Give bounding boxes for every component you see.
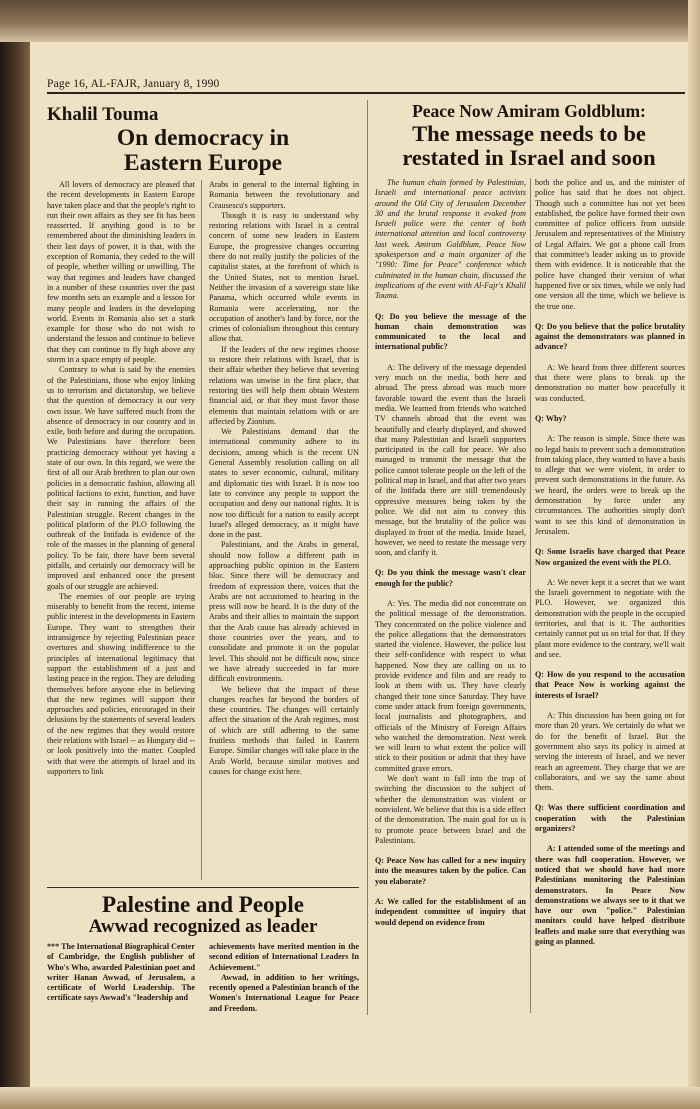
bottom-column-1: [47, 942, 195, 1012]
bottom-article-rule: [47, 887, 359, 888]
paragraph: Awwad, in addition to her writings, recently opened a Palestinian branch of the Women's International League for Peace and Freedom.: [209, 972, 359, 1012]
question: Q: Do you believe that the police brutality against the demonstrators was planned in advance?: [535, 321, 685, 352]
paragraph: Palestinians, and the Arabs in general, should now follow a different path in approaching public opinion in the Eastern bloc. Since there will be democracy and freedom of expression there, voices that the Arabs are not accustomed to hearing in the press will now be heard. It is the duty of the Arabs and their allies to maintain the support that the Arab cause has already achieved in those countries over the years, and to consolidate and promote it on the popular level. This should not be difficult now, since we have already succeeded in far more difficult environments.: [209, 540, 359, 684]
paragraph: Arabs in general to the internal fighting in Romania between the revolutionary and Ceausescu's supporters.: [209, 180, 359, 210]
paragraph: If the leaders of the new regimes choose to restore their relations with Israel, that is their affair whether they believe that severing relations was unwise in the first place, that restoring ties will help them obtain Western financial aid, or that they must favor those elements that maintain relations with or are affected by Zionism.: [209, 344, 359, 426]
left-headline: [47, 126, 359, 175]
right-headline-line3: restated in Israel and soon: [402, 145, 656, 170]
paragraph: All lovers of democracy are pleased that the recent developments in Eastern Europe have taken place and that the people's right to run their own affairs as they see fit has been reasserted. If anything good is to be remembered about the diminishing leaders in their last days of power, it is that, with the exception of Romania, they ceded to the will of people, whether willing or unwilling. The way that regimes and leaders have changed in a number of these countries over the past few months sets an example and a lesson for many people and leaders in the developing world. Events in Romania also set a stark example for those who do not wish to understand the lesson and continue to believe that they can continue to fly high above any storm in a space empty of people.: [47, 180, 195, 365]
right-headline-line2: The message needs to be: [412, 121, 646, 147]
paragraph: Though it is easy to understand why restoring relations with Israel is a central concern of some new leaders in Eastern Europe, the progressive changes occurring there do not really justify the policies of the capitalist states, at the forefront of which is the United States, not to mention Israel. Neither the invasion of a sovereign state like Panama, which occurred while events in Romania were accelerating, nor the occupation of another's land by force, nor the crimes of colonialism throughout this century allow that.: [209, 210, 359, 344]
right-headline: [373, 102, 685, 170]
right-headline-line1: Peace Now Amiram Goldblum:: [412, 101, 646, 121]
bottom-headline-line2: Awwad recognized as leader: [88, 916, 318, 938]
bottom-column-2: [209, 942, 359, 1012]
page-top-edge: [0, 0, 700, 42]
question: Q: Do you think the message wasn't clear enough for the public?: [375, 568, 526, 588]
paragraph: The enemies of our people are trying miserably to benefit from the recent, intense public interest in the developments in Eastern Europe. They want to strengthen their intransigence by rejecting Palestinian peace overtures and showing indifference to the principles of international legitimacy that support the establishment of a just and lasting peace in the region. They are deluding themselves before anyone else in believing that the new regimes will support their approaches and policies, encouraged in their delusions by the statements of several leaders of the new regimes that they would restore their relations with Israel -- as Hungary did -- or look positively into the matter. Coupled with that were the attempts of Israel and its supporters to link: [47, 591, 195, 776]
answer: We don't want to fall into the trap of switching the discussion to the subject of whether the demonstration was violent or nonviolent. We believe that this is a side effect of the demonstration. The main goal for us is to promote peace between Israel and the Palestinians.: [375, 774, 526, 845]
left-column-1: [47, 180, 195, 880]
bottom-headline: [47, 893, 359, 937]
answer: A: I attended some of the meetings and there was full cooperation. However, we noticed that we should have had more Palestinians monitoring the Palestinian demonstrators. In Peace Now demonstrations we always see to it that we have our own "police." Palestinian monitors could have helped distribute leaflets and make sure that everything was going as planned.: [535, 844, 685, 946]
paragraph: Contrary to what is said by the enemies of the Palestinians, those who enjoy linking us to terrorism and dictatorship, we believe that the question of democracy is our very own issue. We have suffered much from the absence of democracy in our country and in exile, both before and during the occupation. We Palestinians have therefore been practicing democracy without yet having a state of our own. In this regard, we were the first of all our Arab brethren to plan our own policies in a democratic fashion, allowing all political factions to exist, function, and have their say in running the affairs of the Palestinian struggle. Recent changes in the political platform of the PLO following the outbreak of the Intifada is evidence of the role of the masses in the planning of general policy. To be fair, there have been several pitfalls, and certainly our democracy will be improved and enhanced once the present goals of our struggle are achieved.: [47, 365, 195, 591]
left-headline-line1: On democracy in: [116, 125, 290, 151]
paragraph: achievements have merited mention in the second edition of International Leaders In Achievement.": [209, 942, 359, 972]
answer: both the police and us, and the minister of police has said that he does not object. Though such a committee has not yet been established, the police have formed their own committee of police officers from outside Jerusalem and representatives of the Ministry of Legal Affairs. We got a phone call from that committee's leader asking us to provide them with evidence. It is noticeable that the police have changed their version of what happened five or six times, while we only had one version all the time, which we believe is the true one.: [535, 178, 685, 311]
paragraph: *** The International Biographical Center of Cambridge, the English publisher of Who's Who, awarded Palestinian poet and writer Hanan Awwad, of Jerusalem, a certificate of World Leadership. The certificate says Awwad's "leadership and: [47, 942, 195, 1003]
question: Q: Peace Now has called for a new inquiry into the measures taken by the police. Can you elaborate?: [375, 856, 526, 886]
paragraph: We believe that the impact of these changes reaches far beyond the borders of these countries. The changes will certainly affect the situation of the Arab regimes, most of which are still adhering to the same fruitless methods that failed in Eastern Europe. Similar changes will take place in the Arab World, because similar motives and causes for change exist here.: [209, 684, 359, 776]
answer: A: We called for the establishment of an independent committee of inquiry that would depend on evidence from: [375, 897, 526, 927]
answer: A: This discussion has been going on for more than 20 years. We certainly do what we do for the benefit of Israel. But the government also says its policy is aimed at serving the interests of Israel, and we never reach an agreement. They charge that we are collaborators, and we say the same about them.: [535, 711, 685, 793]
answer: A: Yes. The media did not concentrate on the political message of the demonstration. They concentrated on the police violence and the police allegations that the demonstrators started the violence. However, the police lost their self-confidence with respect to what happened. Now they are calling on us to provide evidence and film and are ready to look at them with us. They have clearly changed their tone since Saturday. They have come under attack from foreign governments, local journalists and photographers, and officials of the Ministry of Foreign Affairs who watched the demonstration. Next week we will learn to what extent the police will stick to their position or admit that they have committed grave errors.: [375, 598, 526, 773]
page-right-edge: [688, 0, 700, 1109]
answer: A: The delivery of the message depended very much on the media, both here and abroad. The press abroad was much more favorable toward the event than the Israeli media. We learned from friends who watched TV channels abroad that the event was beautifully and clearly displayed, and showed that many Palestinian and Israeli supporters participated in the call for peace. We also managed to transmit the message that the police cannot tolerate people on the left of the political map in Israel, and that after two years of the Intifada there are still tremendously oppressive measures being taken by the police. We did not aim to convey this message, but the brutality of the police was displayed in front of the media. Inside Israel, however, we need to restate the message very soon, and clarify it.: [375, 362, 526, 558]
question: Q: How do you respond to the accusation that Peace Now is working against the interests of Israel?: [535, 670, 685, 700]
column-divider: [530, 178, 531, 1013]
left-column-2: [209, 180, 359, 880]
column-divider: [201, 180, 202, 880]
answer: A: The reason is simple. Since there was no legal basis to prevent such a demonstration from taking place, they wanted to have a basis to allege that we were violent, in order to prevent such demonstrations in the future. As we heard, the orders were to break up the demonstration by force under any circumstances. The authorities simply don't want to see this kind of demonstration in Jerusalem.: [535, 434, 685, 536]
question: Q: Was there sufficient coordination and cooperation with the Palestinian organizers?: [535, 803, 685, 834]
binding-spine: [0, 0, 30, 1109]
right-column-1: [375, 178, 526, 1013]
bottom-headline-line1: Palestine and People: [102, 892, 304, 917]
answer: A: We heard from three different sources that there were plans to break up the demonstration no matter how peacefully it was conducted.: [535, 362, 685, 403]
left-headline-line2: Eastern Europe: [123, 149, 283, 176]
section-divider: [367, 100, 368, 1015]
paragraph: We Palestinians demand that the international community adhere to its decisions, among which is the recent UN General Assembly resolution calling on all states to sever economic, cultural, military and diplomatic ties with Israel. It is now too late to convince any people to support the occupation and deny our national rights. It is now too difficult for a nation to easily accept Israel's alleged democracy, as it might have done in the past.: [209, 427, 359, 540]
page-folio: Page 16, AL-FAJR, January 8, 1990: [47, 78, 220, 90]
right-column-2: [535, 178, 685, 1013]
answer: A: We never kept it a secret that we want the Israeli government to negotiate with the PLO. However, we organized this demonstration with the people in the occupied territories, and that is it. The authorities certainly cannot put us on trial for that. If they plant more evidence to the contrary, we'll wait and see.: [535, 577, 685, 659]
question: Q: Why?: [535, 413, 567, 423]
question: Q: Some Israelis have charged that Peace Now organized the event with the PLO.: [535, 547, 685, 567]
left-byline: Khalil Touma: [47, 104, 159, 125]
question: Q: Do you believe the message of the human chain demonstration was communicated to the local and international public?: [375, 311, 526, 352]
header-rule: [47, 92, 685, 94]
page-bottom-edge: [0, 1087, 700, 1109]
intro-paragraph: The human chain formed by Palestinian, Israeli and international peace activists around the Old City of Jerusalem December 30 and the brutal response it evoked from Israeli police were the center of both international attention and local controversy last week. Amiram Goldblum, Peace Now spokesperson and a main organizer of the "1990: Time for Peace" conference which culminated in the human chain, discussed the implications of the event with Al-Fajr's Khalil Touma.: [375, 178, 526, 301]
